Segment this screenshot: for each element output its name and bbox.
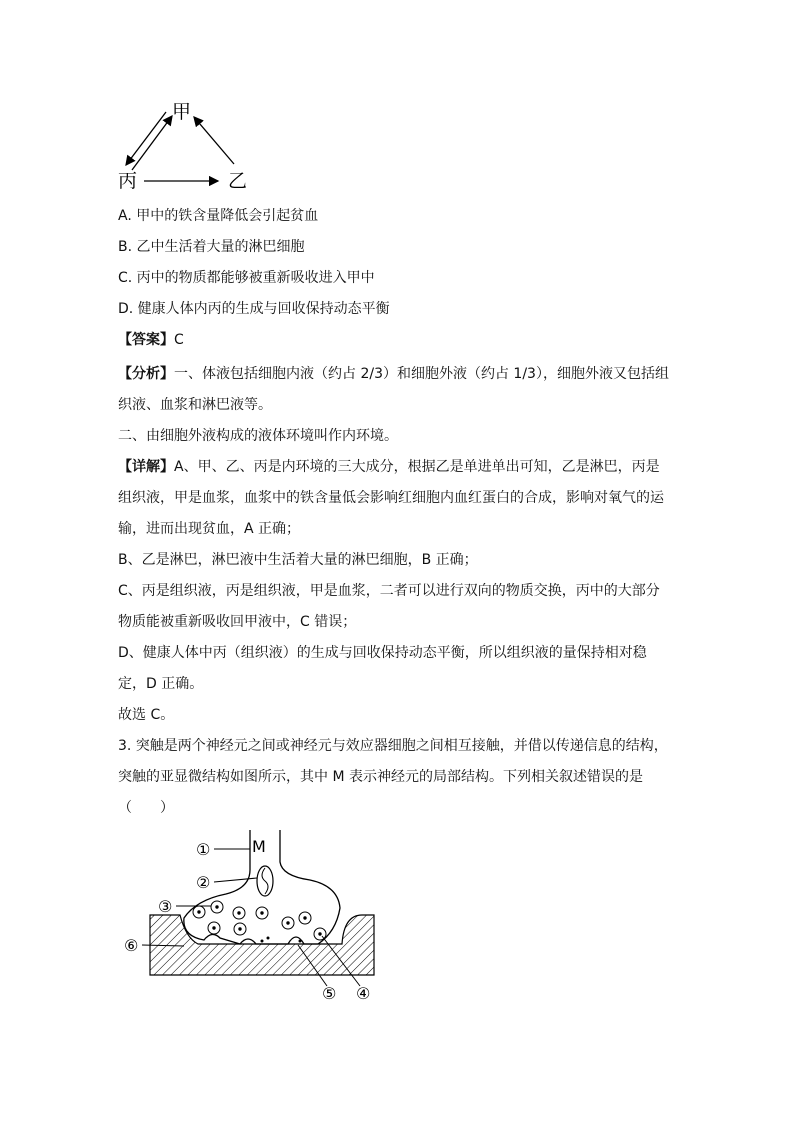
node-bing: 丙 bbox=[118, 170, 138, 192]
option-a: A. 甲中的铁含量降低会引起贫血 bbox=[118, 208, 319, 224]
option-c: C. 丙中的物质都能够被重新吸收进入甲中 bbox=[118, 270, 375, 286]
option-b: B. 乙中生活着大量的淋巴细胞 bbox=[118, 239, 305, 255]
question3-line-1: 3. 突触是两个神经元之间或神经元与效应器细胞之间相互接触，并借以传递信息的结构， bbox=[118, 738, 668, 754]
detail-line-1: 【详解】A、甲、乙、丙是内环境的三大成分，根据乙是单进单出可知，乙是淋巴，丙是 bbox=[118, 459, 660, 475]
label-6: ⑥ bbox=[124, 936, 139, 955]
label-m: M bbox=[252, 837, 266, 856]
analysis-line-3: 二、由细胞外液构成的液体环境叫作内环境。 bbox=[118, 428, 398, 444]
synaptic-vesicles bbox=[193, 901, 326, 942]
analysis-line-2: 织液、血浆和淋巴液等。 bbox=[118, 397, 272, 413]
label-4: ④ bbox=[356, 984, 371, 1003]
detail-line-9: 故选 C。 bbox=[118, 707, 175, 723]
analysis-label: 【分析】 bbox=[118, 366, 174, 382]
label-2: ② bbox=[196, 873, 211, 892]
analysis-line-1: 【分析】一、体液包括细胞内液（约占 2/3）和细胞外液（约占 1/3），细胞外液又包括组 bbox=[118, 366, 669, 382]
detail-line-8: 定，D 正确。 bbox=[118, 676, 204, 692]
detail-label: 【详解】 bbox=[118, 459, 174, 475]
label-5: ⑤ bbox=[322, 984, 337, 1003]
option-d: D. 健康人体内丙的生成与回收保持动态平衡 bbox=[118, 301, 390, 317]
detail-line-5: C、丙是组织液，丙是组织液，甲是血浆，二者可以进行双向的物质交换，丙中的大部分 bbox=[118, 583, 660, 599]
answer-label: 【答案】 bbox=[118, 332, 174, 348]
detail-line-7: D、健康人体中丙（组织液）的生成与回收保持动态平衡，所以组织液的量保持相对稳 bbox=[118, 645, 647, 661]
detail-line-4: B、乙是淋巴，淋巴液中生活着大量的淋巴细胞，B 正确； bbox=[118, 552, 478, 568]
detail-line-6: 物质能被重新吸收回甲液中，C 错误； bbox=[118, 614, 357, 630]
question3-line-2: 突触的亚显微结构如图所示，其中 M 表示神经元的局部结构。下列相关叙述错误的是 bbox=[118, 769, 643, 785]
node-jia: 甲 bbox=[172, 101, 192, 123]
answer-value: C bbox=[174, 332, 184, 348]
node-yi: 乙 bbox=[228, 170, 248, 192]
detail-line-2: 组织液，甲是血浆，血浆中的铁含量低会影响红细胞内血红蛋白的合成，影响对氧气的运 bbox=[118, 490, 664, 506]
question3-line-3: （ ） bbox=[118, 800, 174, 816]
detail-line-3: 输，进而出现贫血，A 正确； bbox=[118, 521, 301, 537]
label-3: ③ bbox=[158, 897, 173, 916]
label-1: ① bbox=[196, 840, 211, 859]
